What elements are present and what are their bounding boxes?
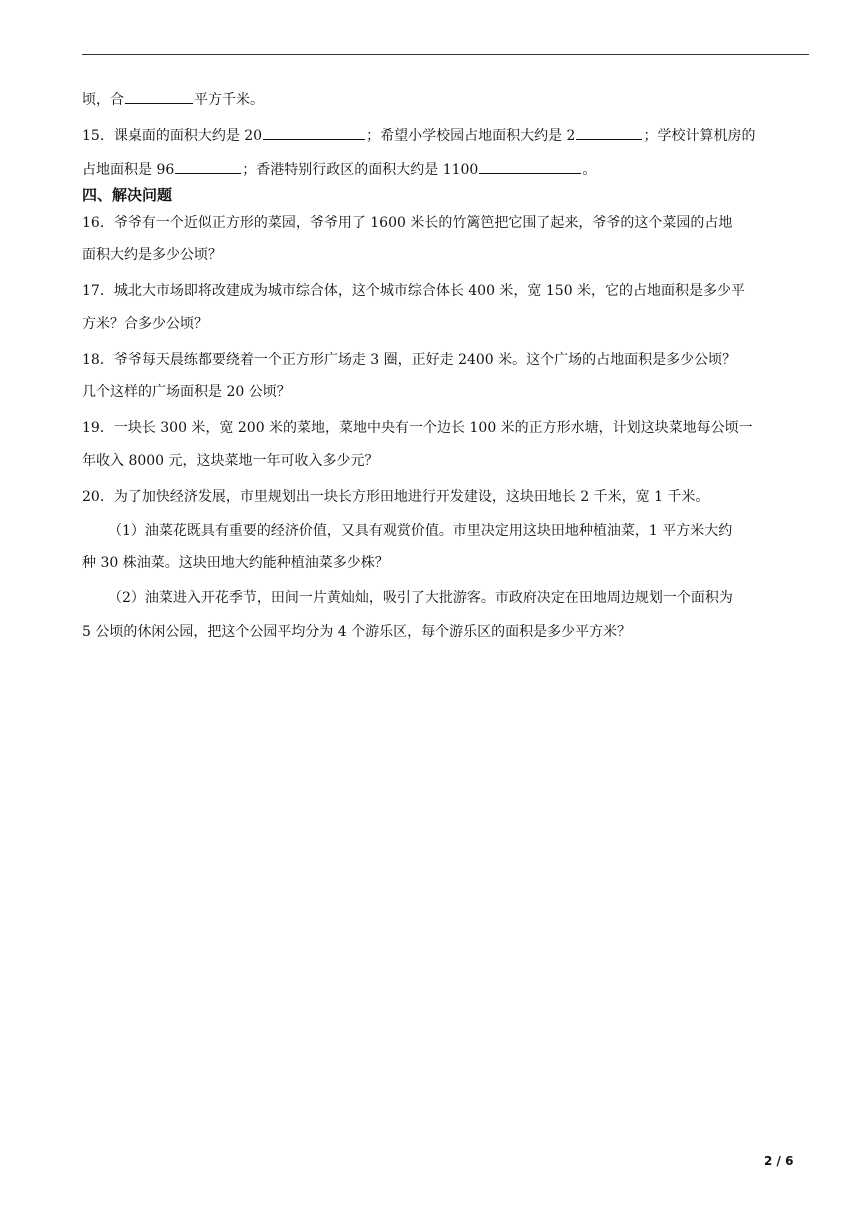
q20-part2-line-2: 5 公顷的休闲公园，把这个公园平均分为 4 个游乐区，每个游乐区的面积是多少平方米？ bbox=[82, 624, 632, 640]
page-number: 2 / 6 bbox=[764, 1154, 794, 1168]
q15-blank-1[interactable] bbox=[263, 125, 365, 140]
q19-line-2: 年收入 8000 元，这块菜地一年可收入多少元？ bbox=[82, 453, 379, 469]
q20-part1-line-1: （1）油菜花既具有重要的经济价值，又具有观赏价值。市里决定用这块田地种植油菜，1 平方米大约 bbox=[108, 523, 733, 539]
q15-text-f: 。 bbox=[582, 162, 597, 178]
q17-line-2: 方米？合多少公顷？ bbox=[82, 316, 208, 332]
q15-text-d: 占地面积是 96 bbox=[82, 162, 175, 178]
q20-part1-line-2: 种 30 株油菜。这块田地大约能种植油菜多少株？ bbox=[82, 555, 389, 571]
q15-line-2 bbox=[82, 159, 596, 180]
q15-text-a: 15．课桌面的面积大约是 20 bbox=[82, 128, 263, 144]
q14-tail-line bbox=[82, 89, 264, 110]
q14-answer-blank[interactable] bbox=[125, 89, 193, 104]
q18-line-2: 几个这样的广场面积是 20 公顷？ bbox=[82, 384, 291, 400]
q14-text-a: 顷，合 bbox=[82, 92, 124, 108]
section-heading: 四、解决问题 bbox=[82, 186, 173, 204]
q15-blank-2[interactable] bbox=[576, 125, 642, 140]
q15-line-1 bbox=[82, 125, 755, 146]
header-rule bbox=[82, 54, 809, 55]
q18-line-1: 18．爷爷每天晨练都要绕着一个正方形广场走 3 圈，正好走 2400 米。这个广场的占地面积是多少公顷？ bbox=[82, 352, 737, 368]
q15-blank-3[interactable] bbox=[175, 159, 241, 174]
q15-blank-4[interactable] bbox=[479, 159, 581, 174]
q15-text-e: ；香港特别行政区的面积大约是 1100 bbox=[242, 162, 479, 178]
q20-line-1: 20．为了加快经济发展，市里规划出一块长方形田地进行开发建设，这块田地长 2 千米，宽 1 千米。 bbox=[82, 489, 710, 505]
q15-text-b: ；希望小学校园占地面积大约是 2 bbox=[366, 128, 576, 144]
q16-line-2: 面积大约是多少公顷？ bbox=[82, 247, 222, 263]
q19-line-1: 19．一块长 300 米，宽 200 米的菜地，菜地中央有一个边长 100 米的正方形水塘，计划这块菜地每公顷一 bbox=[82, 420, 753, 436]
q15-text-c: ；学校计算机房的 bbox=[643, 128, 756, 144]
q16-line-1: 16．爷爷有一个近似正方形的菜园，爷爷用了 1600 米长的竹篱笆把它围了起来，爷爷的这个菜园的占地 bbox=[82, 215, 733, 231]
q14-text-b: 平方千米。 bbox=[194, 92, 264, 108]
q17-line-1: 17．城北大市场即将改建成为城市综合体，这个城市综合体长 400 米，宽 150 米，它的占地面积是多少平 bbox=[82, 283, 746, 299]
q20-part2-line-1: （2）油菜进入开花季节，田间一片黄灿灿，吸引了大批游客。市政府决定在田地周边规划一个面积为 bbox=[108, 590, 733, 606]
